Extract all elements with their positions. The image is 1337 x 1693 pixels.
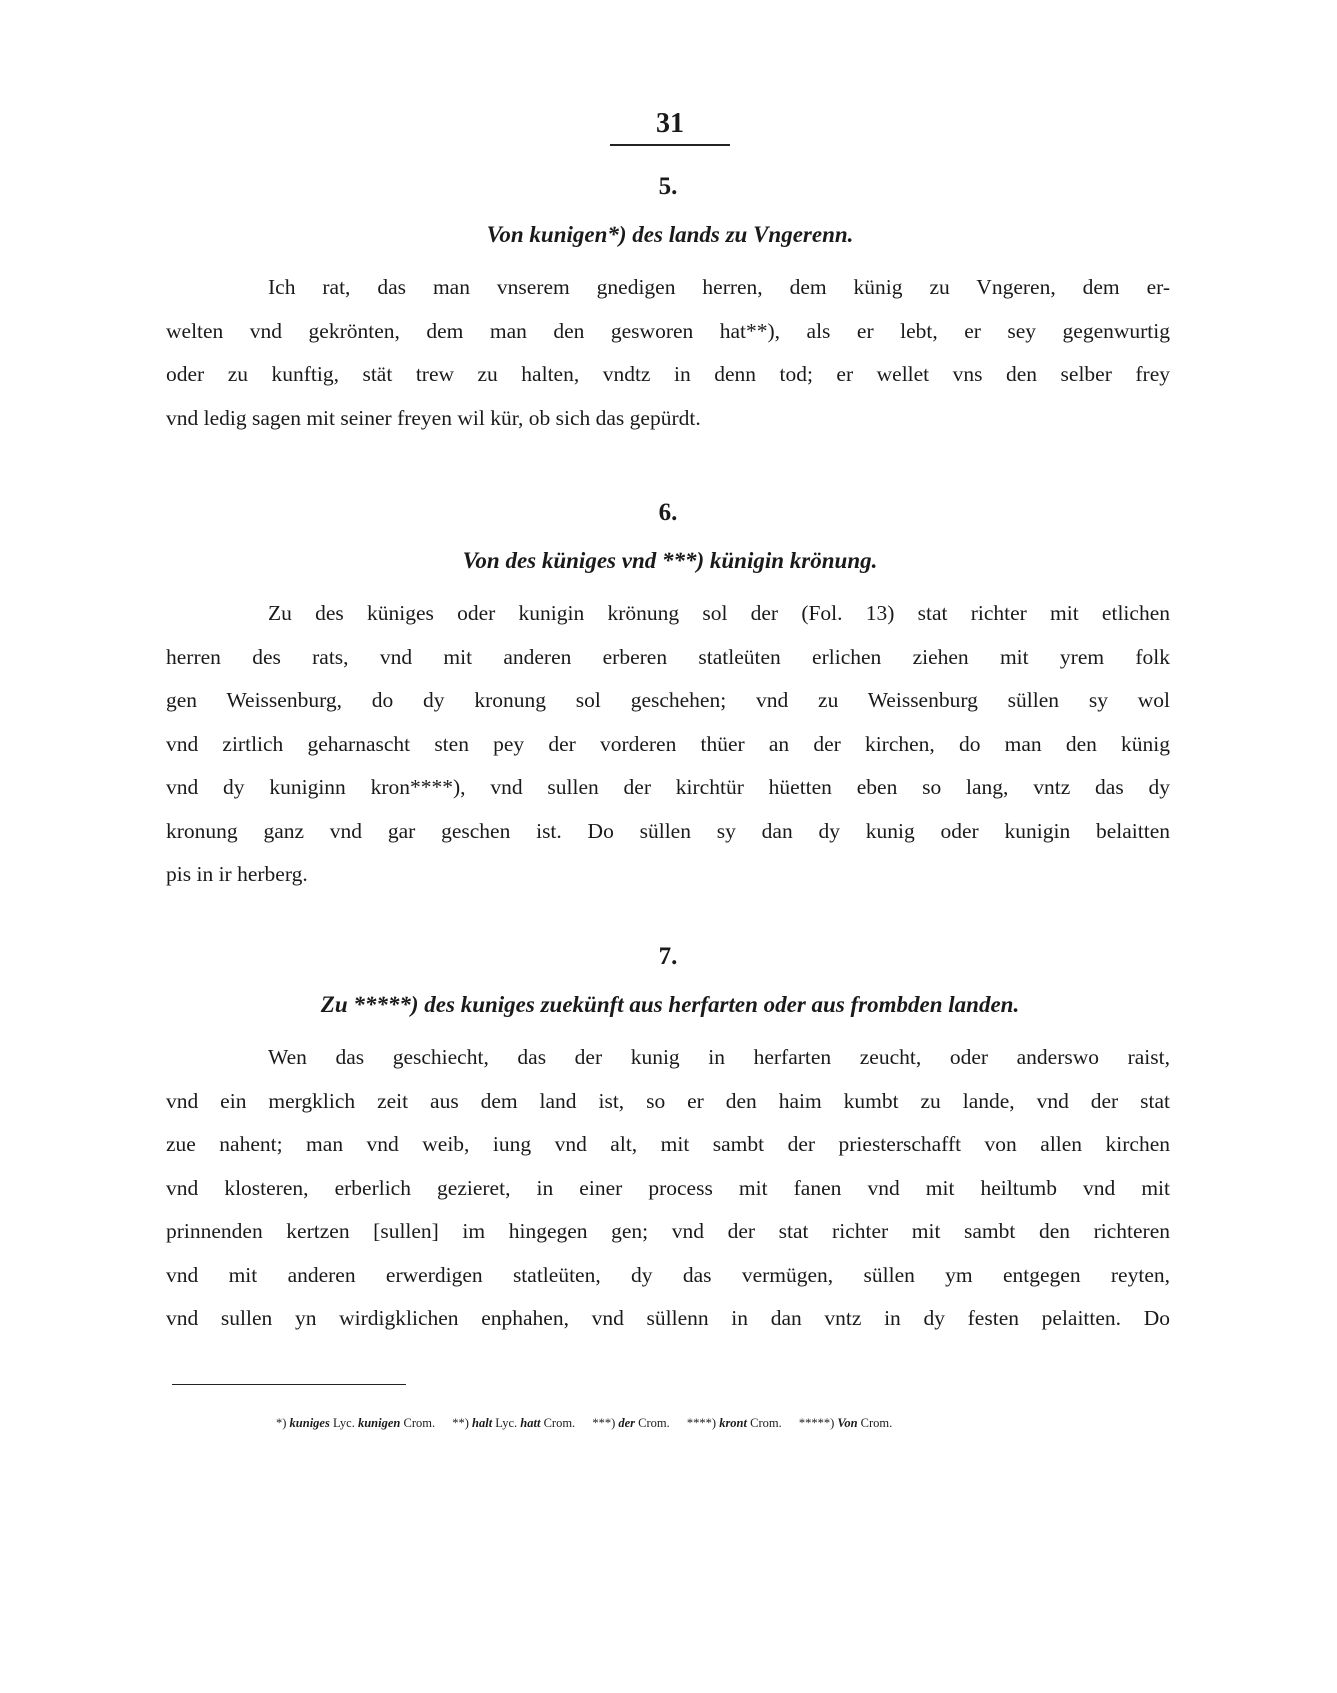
footnote-term: Von <box>837 1416 858 1430</box>
footnote-variant: hatt <box>520 1416 541 1430</box>
section-title: Von des küniges vnd ***) künigin krönung. <box>462 548 878 573</box>
text-line: vnd zirtlich geharnascht sten pey der vorderen thüer an der kirchen, do man den künig <box>166 731 1170 756</box>
text-line: gen Weissenburg, do dy kronung sol geschehen; vnd zu Weissenburg süllen sy wol <box>166 688 1170 712</box>
footnote-mark: *) <box>276 1416 287 1430</box>
text-line: Ich rat, das man vnserem gnedigen herren, dem künig zu Vngeren, dem er- <box>268 275 1170 299</box>
footnote-mark: **) <box>452 1416 469 1430</box>
footnote-term: halt <box>472 1416 493 1430</box>
text-line: oder zu kunftig, stät trew zu halten, vndtz in denn tod; er wellet vns den selber frey <box>166 362 1170 386</box>
text-line: vnd ein mergklich zeit aus dem land ist, so er den haim kumbt zu lande, vnd der stat <box>166 1088 1170 1113</box>
text-line: vnd mit anderen erwerdigen statleüten, dy das vermügen, süllen ym entgegen reyten, <box>166 1262 1170 1287</box>
text-line: vnd klosteren, erberlich gezieret, in einer process mit fanen vnd mit heiltumb vnd mit <box>166 1175 1170 1200</box>
footnote-rule <box>172 1384 406 1385</box>
footnote-term: der <box>618 1416 636 1430</box>
text-line: Wen das geschiecht, das der kunig in herfarten zeucht, oder anderswo raist, <box>268 1045 1170 1069</box>
footnote-variant: kunigen <box>357 1416 401 1430</box>
text-line: kronung ganz vnd gar geschen ist. Do süllen sy dan dy kunig oder kunigin belaitten <box>166 818 1170 843</box>
section-number: 5. <box>658 173 678 200</box>
section-paragraph <box>166 1036 1170 1341</box>
text-line: herren des rats, vnd mit anderen erberen statleüten erlichen ziehen mit yrem folk <box>166 644 1170 669</box>
footnote-source: Crom. <box>750 1416 782 1430</box>
text-line: Zu des küniges oder kunigin krönung sol der (Fol. 13) stat richter mit etlichen <box>268 601 1170 625</box>
text-line: vnd dy kuniginn kron****), vnd sullen der kirchtür hüetten eben so lang, vntz das dy <box>166 775 1170 799</box>
footnote-text: Lyc. <box>332 1416 355 1430</box>
text-line: prinnenden kertzen [sullen] im hingegen gen; vnd der stat richter mit sambt den richteren <box>166 1219 1170 1243</box>
text-line: zue nahent; man vnd weib, iung vnd alt, mit sambt der priesterschafft von allen kirchen <box>166 1132 1170 1156</box>
footnote-mark: *****) <box>798 1416 835 1430</box>
footnote <box>799 1416 892 1430</box>
footnote-source: Crom. <box>638 1416 670 1430</box>
footnote-term: kuniges <box>289 1416 330 1430</box>
text-line: pis in ir herberg. <box>166 862 308 886</box>
footnote-text: Lyc. <box>495 1416 518 1430</box>
section-number: 6. <box>658 499 678 526</box>
footnote-source: Crom. <box>403 1416 436 1430</box>
section-title: Von kunigen*) des lands zu Vngerenn. <box>486 222 854 247</box>
footnote-source: Crom. <box>860 1416 893 1430</box>
text-line: welten vnd gekrönten, dem man den gesworen hat**), als er lebt, er sey gegenwurtig <box>166 318 1170 343</box>
section-title: Zu *****) des kuniges zuekünft aus herfarten oder aus frombden landen. <box>320 992 1020 1017</box>
section-paragraph <box>166 266 1170 440</box>
page-number-rule <box>610 144 730 146</box>
footnote <box>592 1416 673 1430</box>
footnote <box>687 1416 785 1430</box>
section-number: 7. <box>658 943 678 970</box>
footnote-mark: ****) <box>686 1416 717 1430</box>
text-line: vnd ledig sagen mit seiner freyen wil kür, ob sich das gepürdt. <box>166 405 701 430</box>
footnote-mark: ***) <box>592 1416 616 1430</box>
page-number: 31 <box>656 108 684 139</box>
section-paragraph <box>166 592 1170 897</box>
footnote <box>452 1416 578 1430</box>
footnote <box>276 1416 438 1430</box>
footnotes <box>276 1414 1036 1432</box>
text-line: vnd sullen yn wirdigklichen enphahen, vnd süllenn in dan vntz in dy festen pelaitten. Do <box>166 1306 1170 1330</box>
footnote-source: Crom. <box>543 1416 576 1430</box>
footnote-term: kront <box>719 1416 747 1430</box>
